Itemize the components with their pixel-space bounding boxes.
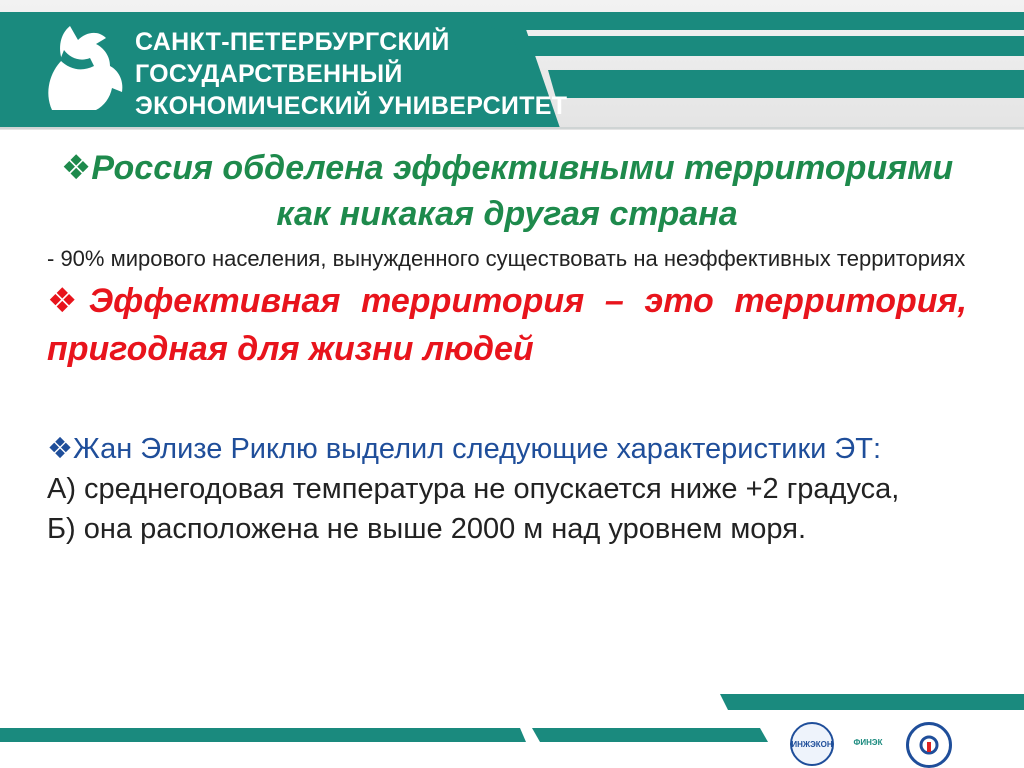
header-middle-stripe xyxy=(512,36,1024,56)
diamond-bullet-icon: ❖ xyxy=(60,149,92,187)
criterion-b: Б) она расположена не выше 2000 м над уровнем моря. xyxy=(47,513,806,545)
footer-right-stripe xyxy=(720,694,1024,710)
slide-content xyxy=(47,145,967,549)
logo-finek xyxy=(848,722,888,762)
logo-finek-text: ФИНЭК xyxy=(853,737,883,747)
university-line-3: ЭКОНОМИЧЕСКИЙ УНИВЕРСИТЕТ xyxy=(135,92,568,120)
heading-russia xyxy=(47,145,967,237)
header-lower-stripe xyxy=(548,70,1024,98)
logo3-icon xyxy=(906,722,952,768)
logo-inzhekon-text: ИНЖЭКОН xyxy=(791,739,833,749)
heading-effective-territory xyxy=(47,277,967,373)
university-line-2: ГОСУДАРСТВЕННЫЙ xyxy=(135,60,403,88)
diamond-bullet-icon: ❖ xyxy=(47,433,73,465)
reclus-intro xyxy=(47,429,967,469)
reclus-intro-text: Жан Элизе Риклю выделил следующие характеристики ЭТ: xyxy=(73,433,882,465)
university-line-1: САНКТ-ПЕТЕРБУРГСКИЙ xyxy=(135,28,450,56)
university-name xyxy=(135,26,567,122)
footer-left-stripe xyxy=(0,728,526,742)
logo-inzhekon xyxy=(790,722,834,766)
population-note: - 90% мирового населения, вынужденного существовать на неэффективных территориях xyxy=(47,246,966,271)
heading-russia-text: Россия обделена эффективными территориями как никакая другая страна xyxy=(91,149,954,233)
footer-middle-stripe xyxy=(532,728,768,742)
diamond-bullet-icon: ❖ xyxy=(47,282,89,320)
criterion-a: А) среднегодовая температура не опускается ниже +2 градуса, xyxy=(47,473,900,505)
heading-effective-territory-text: Эффективная территория – это территория, пригодная для жизни людей xyxy=(47,282,967,368)
